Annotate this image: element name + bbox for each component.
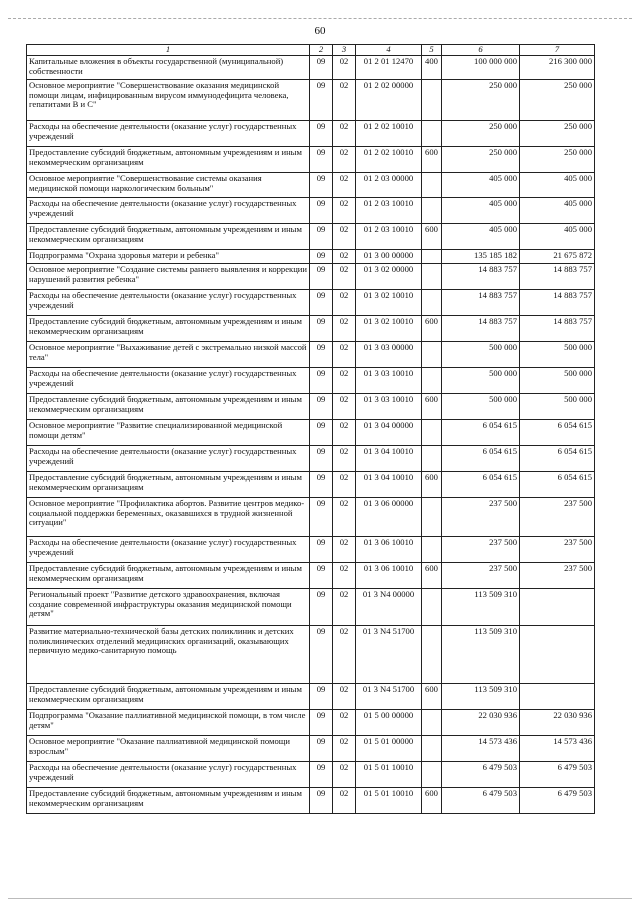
target-article-code: 01 5 01 10010	[356, 762, 422, 788]
row-name: Основное мероприятие "Оказание паллиативной медицинской помощи взрослым"	[27, 736, 310, 762]
expense-type-code	[422, 626, 442, 684]
table-row	[27, 563, 595, 589]
table-row	[27, 710, 595, 736]
subsection-code: 02	[333, 626, 356, 684]
row-name: Расходы на обеспечение деятельности (оказание услуг) государственных учреждений	[27, 198, 310, 224]
row-name: Предоставление субсидий бюджетным, автономным учреждениям и иным некоммерческим организациям	[27, 472, 310, 498]
amount-year-2	[520, 684, 595, 710]
amount-year-1: 14 883 757	[442, 316, 520, 342]
amount-year-1: 500 000	[442, 342, 520, 368]
table-row	[27, 537, 595, 563]
amount-year-2: 6 054 615	[520, 472, 595, 498]
section-code: 09	[310, 264, 333, 290]
section-code: 09	[310, 368, 333, 394]
section-code: 09	[310, 80, 333, 121]
subsection-code: 02	[333, 537, 356, 563]
target-article-code: 01 3 06 10010	[356, 537, 422, 563]
row-name: Предоставление субсидий бюджетным, автономным учреждениям и иным некоммерческим организациям	[27, 788, 310, 814]
table-row	[27, 342, 595, 368]
table-row	[27, 420, 595, 446]
row-name: Подпрограмма "Оказание паллиативной медицинской помощи, в том числе детям"	[27, 710, 310, 736]
amount-year-2: 237 500	[520, 563, 595, 589]
row-name: Предоставление субсидий бюджетным, автономным учреждениям и иным некоммерческим организациям	[27, 563, 310, 589]
target-article-code: 01 3 06 10010	[356, 563, 422, 589]
table-row	[27, 80, 595, 121]
subsection-code: 02	[333, 198, 356, 224]
amount-year-1: 237 500	[442, 498, 520, 537]
amount-year-1: 6 479 503	[442, 788, 520, 814]
row-name: Расходы на обеспечение деятельности (оказание услуг) государственных учреждений	[27, 290, 310, 316]
amount-year-2: 14 883 757	[520, 264, 595, 290]
subsection-code: 02	[333, 589, 356, 626]
subsection-code: 02	[333, 250, 356, 264]
target-article-code: 01 3 N4 51700	[356, 626, 422, 684]
column-header-7: 7	[520, 45, 595, 56]
row-name: Основное мероприятие "Профилактика абортов. Развитие центров медико-социальной поддержки беременных, оказавшихся в трудной жизненной ситуации"	[27, 498, 310, 537]
table-row	[27, 173, 595, 198]
table-row	[27, 198, 595, 224]
amount-year-2: 500 000	[520, 368, 595, 394]
amount-year-2: 6 054 615	[520, 446, 595, 472]
row-name: Основное мероприятие "Развитие специализированной медицинской помощи детям"	[27, 420, 310, 446]
table-row	[27, 394, 595, 420]
subsection-code: 02	[333, 147, 356, 173]
target-article-code: 01 3 03 00000	[356, 342, 422, 368]
expense-type-code	[422, 198, 442, 224]
target-article-code: 01 3 N4 00000	[356, 589, 422, 626]
amount-year-2: 405 000	[520, 224, 595, 250]
row-name: Расходы на обеспечение деятельности (оказание услуг) государственных учреждений	[27, 762, 310, 788]
section-code: 09	[310, 762, 333, 788]
table-row	[27, 121, 595, 147]
expense-type-code	[422, 736, 442, 762]
expense-type-code: 600	[422, 394, 442, 420]
subsection-code: 02	[333, 762, 356, 788]
target-article-code: 01 3 04 00000	[356, 420, 422, 446]
table-row	[27, 446, 595, 472]
amount-year-1: 14 883 757	[442, 290, 520, 316]
table-row	[27, 147, 595, 173]
amount-year-2: 250 000	[520, 121, 595, 147]
table-row	[27, 264, 595, 290]
subsection-code: 02	[333, 446, 356, 472]
subsection-code: 02	[333, 264, 356, 290]
amount-year-1: 500 000	[442, 368, 520, 394]
amount-year-2: 21 675 872	[520, 250, 595, 264]
target-article-code: 01 3 N4 51700	[356, 684, 422, 710]
amount-year-2	[520, 626, 595, 684]
subsection-code: 02	[333, 80, 356, 121]
table-row	[27, 736, 595, 762]
table-row	[27, 626, 595, 684]
amount-year-1: 237 500	[442, 563, 520, 589]
table-row	[27, 224, 595, 250]
amount-year-1: 405 000	[442, 198, 520, 224]
amount-year-2: 405 000	[520, 198, 595, 224]
row-name: Подпрограмма "Охрана здоровья матери и ребенка"	[27, 250, 310, 264]
subsection-code: 02	[333, 290, 356, 316]
table-row	[27, 472, 595, 498]
amount-year-1: 135 185 182	[442, 250, 520, 264]
expense-type-code	[422, 342, 442, 368]
expense-type-code	[422, 80, 442, 121]
header-row	[27, 45, 595, 56]
expense-type-code: 600	[422, 788, 442, 814]
table-row	[27, 684, 595, 710]
table-row	[27, 498, 595, 537]
amount-year-2: 6 054 615	[520, 420, 595, 446]
target-article-code: 01 3 03 10010	[356, 368, 422, 394]
expense-type-code	[422, 446, 442, 472]
row-name: Предоставление субсидий бюджетным, автономным учреждениям и иным некоммерческим организациям	[27, 147, 310, 173]
subsection-code: 02	[333, 394, 356, 420]
amount-year-2: 500 000	[520, 394, 595, 420]
table-body	[27, 56, 595, 814]
target-article-code: 01 3 02 00000	[356, 264, 422, 290]
amount-year-1: 113 509 310	[442, 589, 520, 626]
subsection-code: 02	[333, 498, 356, 537]
target-article-code: 01 5 01 10010	[356, 788, 422, 814]
expense-type-code: 600	[422, 147, 442, 173]
section-code: 09	[310, 342, 333, 368]
page-number: 60	[314, 25, 326, 37]
row-name: Развитие материально-технической базы детских поликлиник и детских поликлинических отделений медицинских организаций, оказывающих первичную медико-санитарную помощь	[27, 626, 310, 684]
subsection-code: 02	[333, 788, 356, 814]
section-code: 09	[310, 198, 333, 224]
table-row	[27, 762, 595, 788]
expense-type-code: 400	[422, 56, 442, 80]
section-code: 09	[310, 173, 333, 198]
subsection-code: 02	[333, 342, 356, 368]
amount-year-2: 237 500	[520, 498, 595, 537]
row-name: Предоставление субсидий бюджетным, автономным учреждениям и иным некоммерческим организациям	[27, 316, 310, 342]
scan-edge-line	[8, 18, 632, 19]
amount-year-2: 500 000	[520, 342, 595, 368]
expense-type-code	[422, 290, 442, 316]
expense-type-code	[422, 420, 442, 446]
amount-year-2: 6 479 503	[520, 788, 595, 814]
subsection-code: 02	[333, 472, 356, 498]
subsection-code: 02	[333, 224, 356, 250]
amount-year-1: 6 054 615	[442, 420, 520, 446]
target-article-code: 01 5 01 00000	[356, 736, 422, 762]
subsection-code: 02	[333, 316, 356, 342]
amount-year-1: 22 030 936	[442, 710, 520, 736]
table-row	[27, 56, 595, 80]
amount-year-2: 237 500	[520, 537, 595, 563]
amount-year-2: 6 479 503	[520, 762, 595, 788]
row-name: Предоставление субсидий бюджетным, автономным учреждениям и иным некоммерческим организациям	[27, 224, 310, 250]
expense-type-code	[422, 250, 442, 264]
row-name: Основное мероприятие "Совершенствование системы оказания медицинской помощи наркологическим больным"	[27, 173, 310, 198]
table-row	[27, 250, 595, 264]
table-row	[27, 316, 595, 342]
target-article-code: 01 2 03 00000	[356, 173, 422, 198]
target-article-code: 01 3 03 10010	[356, 394, 422, 420]
table-row	[27, 368, 595, 394]
row-name: Расходы на обеспечение деятельности (оказание услуг) государственных учреждений	[27, 368, 310, 394]
expense-type-code: 600	[422, 316, 442, 342]
amount-year-1: 405 000	[442, 224, 520, 250]
column-header-4: 4	[356, 45, 422, 56]
amount-year-1: 237 500	[442, 537, 520, 563]
subsection-code: 02	[333, 710, 356, 736]
section-code: 09	[310, 420, 333, 446]
target-article-code: 01 2 03 10010	[356, 198, 422, 224]
section-code: 09	[310, 316, 333, 342]
subsection-code: 02	[333, 684, 356, 710]
amount-year-1: 6 054 615	[442, 472, 520, 498]
section-code: 09	[310, 710, 333, 736]
expense-type-code	[422, 762, 442, 788]
section-code: 09	[310, 498, 333, 537]
expense-type-code	[422, 589, 442, 626]
column-header-1: 1	[27, 45, 310, 56]
row-name: Основное мероприятие "Совершенствование оказания медицинской помощи лицам, инфицированным вирусом иммунодефицита человека, гепатитами В и С"	[27, 80, 310, 121]
expense-type-code	[422, 264, 442, 290]
section-code: 09	[310, 736, 333, 762]
subsection-code: 02	[333, 420, 356, 446]
section-code: 09	[310, 626, 333, 684]
row-name: Предоставление субсидий бюджетным, автономным учреждениям и иным некоммерческим организациям	[27, 394, 310, 420]
expense-type-code: 600	[422, 684, 442, 710]
expense-type-code	[422, 173, 442, 198]
expense-type-code	[422, 537, 442, 563]
section-code: 09	[310, 684, 333, 710]
row-name: Капитальные вложения в объекты государственной (муниципальной) собственности	[27, 56, 310, 80]
amount-year-2	[520, 589, 595, 626]
amount-year-2: 22 030 936	[520, 710, 595, 736]
amount-year-1: 500 000	[442, 394, 520, 420]
subsection-code: 02	[333, 173, 356, 198]
expense-type-code: 600	[422, 472, 442, 498]
target-article-code: 01 3 00 00000	[356, 250, 422, 264]
amount-year-2: 405 000	[520, 173, 595, 198]
amount-year-1: 14 573 436	[442, 736, 520, 762]
column-header-2: 2	[310, 45, 333, 56]
amount-year-2: 250 000	[520, 80, 595, 121]
subsection-code: 02	[333, 736, 356, 762]
subsection-code: 02	[333, 121, 356, 147]
target-article-code: 01 3 02 10010	[356, 290, 422, 316]
row-name: Основное мероприятие "Создание системы раннего выявления и коррекции нарушений развития ребенка"	[27, 264, 310, 290]
expense-type-code: 600	[422, 224, 442, 250]
target-article-code: 01 2 02 10010	[356, 147, 422, 173]
expense-type-code	[422, 368, 442, 394]
amount-year-1: 100 000 000	[442, 56, 520, 80]
section-code: 09	[310, 224, 333, 250]
column-header-6: 6	[442, 45, 520, 56]
section-code: 09	[310, 537, 333, 563]
section-code: 09	[310, 121, 333, 147]
table-row	[27, 290, 595, 316]
section-code: 09	[310, 563, 333, 589]
section-code: 09	[310, 250, 333, 264]
expense-type-code	[422, 121, 442, 147]
amount-year-2: 14 573 436	[520, 736, 595, 762]
target-article-code: 01 3 06 00000	[356, 498, 422, 537]
amount-year-1: 6 054 615	[442, 446, 520, 472]
amount-year-1: 405 000	[442, 173, 520, 198]
target-article-code: 01 2 02 10010	[356, 121, 422, 147]
subsection-code: 02	[333, 56, 356, 80]
target-article-code: 01 3 04 10010	[356, 472, 422, 498]
target-article-code: 01 2 02 00000	[356, 80, 422, 121]
table-row	[27, 589, 595, 626]
amount-year-1: 250 000	[442, 80, 520, 121]
section-code: 09	[310, 788, 333, 814]
amount-year-1: 250 000	[442, 147, 520, 173]
section-code: 09	[310, 394, 333, 420]
section-code: 09	[310, 56, 333, 80]
section-code: 09	[310, 147, 333, 173]
column-header-3: 3	[333, 45, 356, 56]
expense-type-code	[422, 710, 442, 736]
amount-year-1: 113 509 310	[442, 626, 520, 684]
scan-bottom-edge	[8, 898, 632, 899]
amount-year-1: 113 509 310	[442, 684, 520, 710]
amount-year-1: 6 479 503	[442, 762, 520, 788]
amount-year-2: 216 300 000	[520, 56, 595, 80]
section-code: 09	[310, 472, 333, 498]
amount-year-2: 14 883 757	[520, 290, 595, 316]
section-code: 09	[310, 446, 333, 472]
amount-year-1: 250 000	[442, 121, 520, 147]
table-row	[27, 788, 595, 814]
amount-year-1: 14 883 757	[442, 264, 520, 290]
column-header-5: 5	[422, 45, 442, 56]
expense-type-code: 600	[422, 563, 442, 589]
target-article-code: 01 2 01 12470	[356, 56, 422, 80]
target-article-code: 01 3 02 10010	[356, 316, 422, 342]
budget-table	[26, 44, 595, 814]
section-code: 09	[310, 290, 333, 316]
amount-year-2: 14 883 757	[520, 316, 595, 342]
target-article-code: 01 3 04 10010	[356, 446, 422, 472]
row-name: Основное мероприятие "Выхаживание детей с экстремально низкой массой тела"	[27, 342, 310, 368]
row-name: Региональный проект "Развитие детского здравоохранения, включая создание современной инфраструктуры оказания медицинской помощи детям"	[27, 589, 310, 626]
expense-type-code	[422, 498, 442, 537]
target-article-code: 01 2 03 10010	[356, 224, 422, 250]
target-article-code: 01 5 00 00000	[356, 710, 422, 736]
subsection-code: 02	[333, 563, 356, 589]
row-name: Расходы на обеспечение деятельности (оказание услуг) государственных учреждений	[27, 537, 310, 563]
row-name: Предоставление субсидий бюджетным, автономным учреждениям и иным некоммерческим организациям	[27, 684, 310, 710]
section-code: 09	[310, 589, 333, 626]
row-name: Расходы на обеспечение деятельности (оказание услуг) государственных учреждений	[27, 446, 310, 472]
amount-year-2: 250 000	[520, 147, 595, 173]
subsection-code: 02	[333, 368, 356, 394]
row-name: Расходы на обеспечение деятельности (оказание услуг) государственных учреждений	[27, 121, 310, 147]
